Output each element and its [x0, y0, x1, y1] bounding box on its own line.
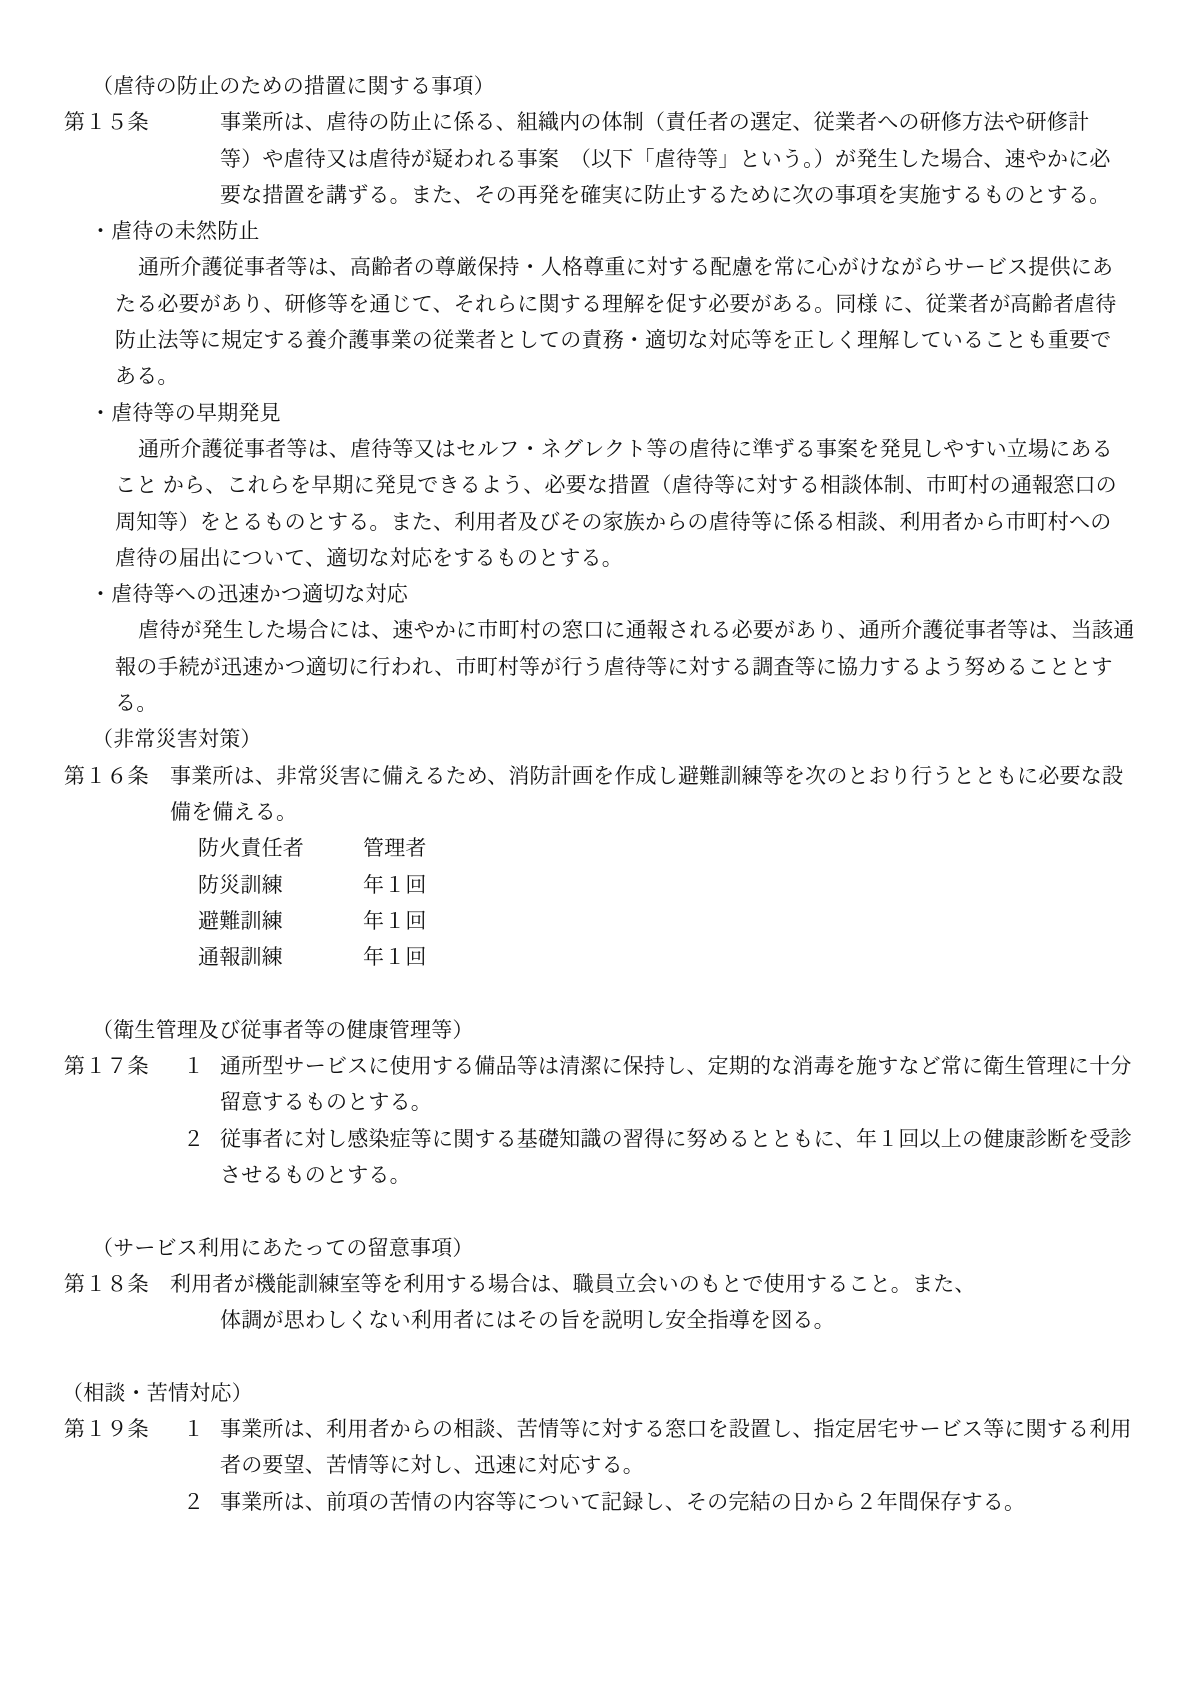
- article-item-line: [0, 1411, 1191, 1447]
- section-emergency-disaster-measures: [0, 721, 1191, 1011]
- article-item-line-text: 事業所は、利用者からの相談、苦情等に対する窓口を設置し、指定居宅サービス等に関する利用: [220, 1416, 1132, 1441]
- section-service-use-precautions: [0, 1230, 1191, 1375]
- section-heading-text: （非常災害対策）: [92, 727, 262, 752]
- article-line-text: 留意するものとする。: [220, 1090, 432, 1115]
- article-line: [0, 1447, 1191, 1483]
- bullet-line-text: ・虐待等への迅速かつ適切な対応: [90, 582, 408, 607]
- paragraph-line-text: 防止法等に規定する養介護事業の従業者としての責務・適切な対応等を正しく理解していることも重要で: [115, 328, 1112, 353]
- article-line-text: 要な措置を講ずる。また、その再発を確実に防止するために次の事項を実施するものとする。: [220, 182, 1111, 207]
- article-line-text: 第１５条: [64, 110, 149, 135]
- article-item-line: [0, 1484, 1191, 1520]
- paragraph-line: [0, 322, 1191, 358]
- article-line-text: させるものとする。: [220, 1162, 411, 1187]
- paragraph-line-text: 報の手続が迅速かつ適切に行われ、市町村等が行う虐待等に対する調査等に協力するよう努めることとす: [115, 654, 1113, 679]
- article-line: [0, 1302, 1191, 1338]
- article-item-line-text: １: [183, 1054, 205, 1079]
- article-line: [0, 177, 1191, 213]
- paragraph-line-text: ある。: [115, 364, 179, 389]
- paragraph-line-text: こと から、これらを早期に発見できるよう、必要な措置（虐待等に対する相談体制、市町村の通報窓口の: [115, 473, 1117, 498]
- article-item-line-text: ２: [183, 1489, 205, 1514]
- bullet-line-text: ・虐待の未然防止: [90, 219, 260, 244]
- article-line-text: 等）や虐待又は虐待が疑われる事案 （以下「虐待等」という。）が発生した場合、速やかに必: [220, 146, 1111, 171]
- table-row-text: 年１回: [363, 945, 427, 970]
- article-line: [0, 141, 1191, 177]
- paragraph-line-text: 虐待の届出について、適切な対応をするものとする。: [115, 545, 623, 570]
- paragraph-line-text: る。: [115, 691, 158, 716]
- section-abuse-prevention-measures: [0, 68, 1191, 721]
- section-heading-text: （サービス利用にあたっての留意事項）: [92, 1235, 474, 1260]
- table-row-text: 防火責任者: [198, 836, 304, 861]
- article-line: [0, 794, 1191, 830]
- article-item-line-text: 第１７条: [64, 1054, 149, 1079]
- paragraph-line: [0, 286, 1191, 322]
- table-row: [0, 939, 1191, 975]
- paragraph-line-text: 虐待が発生した場合には、速やかに市町村の窓口に通報される必要があり、通所介護従事者等は、当該通: [138, 618, 1135, 643]
- article-line: [0, 1157, 1191, 1193]
- table-row-text: 年１回: [363, 908, 427, 933]
- section-heading-text: （衛生管理及び従事者等の健康管理等）: [92, 1017, 474, 1042]
- article-line: [0, 104, 1191, 140]
- article-line-text: 事業所は、虐待の防止に係る、組織内の体制（責任者の選定、従業者への研修方法や研修計: [220, 110, 1090, 135]
- blank-line: [0, 1338, 1191, 1374]
- section-heading: [0, 68, 1191, 104]
- paragraph-line-text: 通所介護従事者等は、虐待等又はセルフ・ネグレクト等の虐待に準ずる事案を発見しやすい立場にある: [138, 436, 1113, 461]
- article-item-line-text: １: [183, 1416, 205, 1441]
- section-heading: [0, 721, 1191, 757]
- section-heading-text: （虐待の防止のための措置に関する事項）: [92, 74, 495, 98]
- article-line: [0, 1266, 1191, 1302]
- article-item-line: [0, 1121, 1191, 1157]
- article-line: [0, 1084, 1191, 1120]
- table-row-text: 避難訓練: [198, 908, 283, 933]
- paragraph-line: [0, 649, 1191, 685]
- paragraph-line: [0, 685, 1191, 721]
- paragraph-line: [0, 504, 1191, 540]
- paragraph-line: [0, 431, 1191, 467]
- paragraph-line: [0, 358, 1191, 394]
- section-heading: [0, 1230, 1191, 1266]
- article-line-text: 第１６条: [64, 763, 149, 788]
- blank-line: [0, 1193, 1191, 1229]
- table-row: [0, 903, 1191, 939]
- section-heading-text: （相談・苦情対応）: [62, 1380, 253, 1405]
- paragraph-line: [0, 540, 1191, 576]
- bullet-line: [0, 213, 1191, 249]
- article-item-line-text: 従事者に対し感染症等に関する基礎知識の習得に努めるとともに、年１回以上の健康診断を受診: [220, 1126, 1132, 1151]
- table-row-text: 年１回: [363, 872, 427, 897]
- section-heading: [0, 1012, 1191, 1048]
- paragraph-line: [0, 467, 1191, 503]
- table-row-text: 通報訓練: [198, 945, 283, 970]
- article-item-line-text: 第１９条: [64, 1416, 149, 1441]
- table-row: [0, 867, 1191, 903]
- paragraph-line-text: 通所介護従事者等は、高齢者の尊厳保持・人格尊重に対する配慮を常に心がけながらサービス提供にあ: [138, 255, 1114, 280]
- document-body: [0, 68, 1191, 1520]
- article-line-text: 第１８条: [64, 1271, 149, 1296]
- article-line-text: 利用者が機能訓練室等を利用する場合は、職員立会いのもとで使用すること。また、: [170, 1271, 976, 1296]
- article-item-line-text: 事業所は、前項の苦情の内容等について記録し、その完結の日から２年間保存する。: [220, 1489, 1026, 1514]
- article-line: [0, 758, 1191, 794]
- section-consultation-and-complaints: [0, 1375, 1191, 1520]
- blank-line: [0, 975, 1191, 1011]
- paragraph-line-text: たる必要があり、研修等を通じて、それらに関する理解を促す必要がある。同様 に、従業者が高齢者虐待: [115, 291, 1117, 316]
- article-item-line-text: 通所型サービスに使用する備品等は清潔に保持し、定期的な消毒を施すなど常に衛生管理に十分: [220, 1054, 1132, 1079]
- section-hygiene-and-health-management: [0, 1012, 1191, 1230]
- paragraph-line-text: 周知等）をとるものとする。また、利用者及びその家族からの虐待等に係る相談、利用者から市町村への: [115, 509, 1112, 534]
- paragraph-line: [0, 249, 1191, 285]
- article-line-text: 事業所は、非常災害に備えるため、消防計画を作成し避難訓練等を次のとおり行うとともに必要な設: [170, 763, 1124, 788]
- article-line-text: 者の要望、苦情等に対し、迅速に対応する。: [220, 1453, 644, 1478]
- table-row-text: 防災訓練: [198, 872, 283, 897]
- bullet-line: [0, 395, 1191, 431]
- table-row-text: 管理者: [363, 836, 427, 861]
- article-item-line: [0, 1048, 1191, 1084]
- bullet-line-text: ・虐待等の早期発見: [90, 400, 281, 425]
- article-line-text: 体調が思わしくない利用者にはその旨を説明し安全指導を図る。: [220, 1308, 835, 1333]
- article-line-text: 備を備える。: [170, 799, 298, 824]
- section-heading: [0, 1375, 1191, 1411]
- article-item-line-text: ２: [183, 1126, 205, 1151]
- bullet-line: [0, 576, 1191, 612]
- paragraph-line: [0, 612, 1191, 648]
- table-row: [0, 830, 1191, 866]
